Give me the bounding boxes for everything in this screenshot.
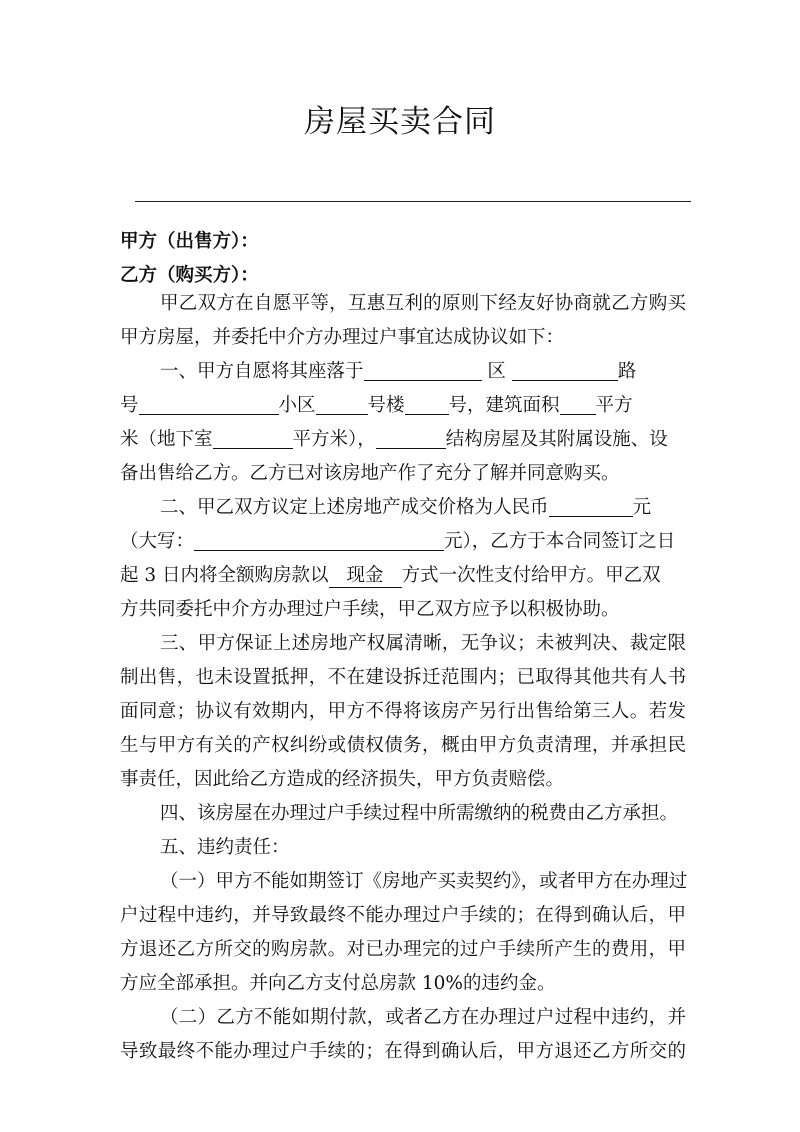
- structure-blank[interactable]: [376, 426, 446, 449]
- clause-5-1-line-2: 户过程中违约，并导致最终不能办理过户手续的；在得到确认后，甲: [120, 905, 686, 926]
- clause-1-structure: 结构房屋及其附属设施、设: [445, 429, 668, 450]
- intro-line-2: 甲方房屋，并委托中介方办理过户事宜达成协议如下：: [120, 327, 565, 348]
- clause-1-community: 小区: [278, 395, 316, 416]
- clause-1-number: 号: [120, 395, 139, 416]
- clause-2-price-unit: 元: [632, 497, 652, 518]
- document-title: 房屋买卖合同: [304, 104, 496, 140]
- building-blank[interactable]: [405, 392, 449, 415]
- clause-2-line-1: [160, 491, 686, 525]
- location-blank[interactable]: [364, 358, 482, 381]
- clause-1-line-4: 备出售给乙方。乙方已对该房地产作了充分了解并同意购买。: [120, 463, 620, 484]
- clause-1-line-3: [120, 423, 686, 457]
- title-divider: [135, 201, 691, 202]
- area-blank[interactable]: [560, 392, 596, 415]
- clause-5-1-line-3: 方退还乙方所交的购房款。对已办理完的过户手续所产生的费用，甲: [120, 939, 686, 960]
- road-number-blank[interactable]: [139, 392, 279, 415]
- clause-2-capital: （大写：: [120, 531, 195, 552]
- clause-1-building: 号楼: [367, 395, 405, 416]
- clause-3-line-2: 制出售，也未设置抵押，不在建设拆迁范围内；已取得其他共有人书: [120, 667, 686, 688]
- clause-1-area: 号，建筑面积: [448, 395, 560, 416]
- clause-1-area-unit: 平方: [595, 395, 633, 416]
- clause-2-payment: 起 3 日内将全额购房款以: [120, 565, 329, 586]
- clause-2-line-4: 方共同委托中介方办理过户手续，甲乙双方应予以积极协助。: [120, 599, 620, 620]
- payment-method-field[interactable]: 现金: [329, 565, 402, 588]
- clause-3-line-4: 生与甲方有关的产权纠纷或债权债务，概由甲方负责清理，并承担民: [120, 735, 686, 756]
- party-b-label: 乙方（购买方）：: [120, 265, 259, 286]
- clause-1-line-1: [160, 355, 686, 389]
- clause-2-payment-rest: 方式一次性支付给甲方。甲乙双: [401, 565, 661, 586]
- clause-4: 四、该房屋在办理过户手续过程中所需缴纳的税费由乙方承担。: [160, 803, 679, 824]
- clause-1-district: 区: [487, 361, 506, 382]
- basement-blank[interactable]: [213, 426, 293, 449]
- clause-1-line-2: [120, 389, 686, 423]
- clause-5-title: 五、违约责任：: [160, 837, 290, 858]
- clause-2-price-text: 二、甲乙双方议定上述房地产成交价格为人民币: [160, 497, 549, 518]
- clause-1-basement: 米（地下室: [120, 429, 213, 450]
- clause-5-1-line-4: 方应全部承担。并向乙方支付总房款 10%的违约金。: [120, 973, 556, 994]
- clause-2-line-2: [120, 525, 686, 559]
- clause-5-2-line-2: 导致最终不能办理过户手续的；在得到确认后，甲方退还乙方所交的: [120, 1041, 686, 1062]
- clause-3-line-3: 面同意；协议有效期内，甲方不得将该房产另行出售给第三人。若发: [120, 701, 686, 722]
- price-blank[interactable]: [549, 494, 633, 517]
- clause-1-text: 一、甲方自愿将其座落于: [160, 361, 364, 382]
- clause-3-line-5: 事责任，因此给乙方造成的经济损失，甲方负责赔偿。: [120, 769, 565, 790]
- clause-2-line-3: [120, 559, 686, 593]
- price-capital-blank[interactable]: [194, 528, 444, 551]
- clause-5-2-line-1: （二）乙方不能如期付款，或者乙方在办理过户过程中违约，并: [160, 1007, 686, 1028]
- intro-line-1: 甲乙双方在自愿平等，互惠互利的原则下经友好协商就乙方购买: [160, 293, 686, 314]
- district-blank[interactable]: [512, 358, 618, 381]
- clause-1-road: 路: [617, 361, 637, 382]
- clause-3-line-1: 三、甲方保证上述房地产权属清晰，无争议；未被判决、裁定限: [160, 633, 686, 654]
- clause-2-signing: 元），乙方于本合同签订之日: [444, 531, 676, 552]
- clause-5-1-line-1: （一）甲方不能如期签订《房地产买卖契约》，或者甲方在办理过: [160, 871, 688, 892]
- party-a-label: 甲方（出售方）：: [120, 231, 259, 252]
- clause-1-basement-unit: 平方米），: [292, 429, 376, 450]
- community-blank[interactable]: [316, 392, 368, 415]
